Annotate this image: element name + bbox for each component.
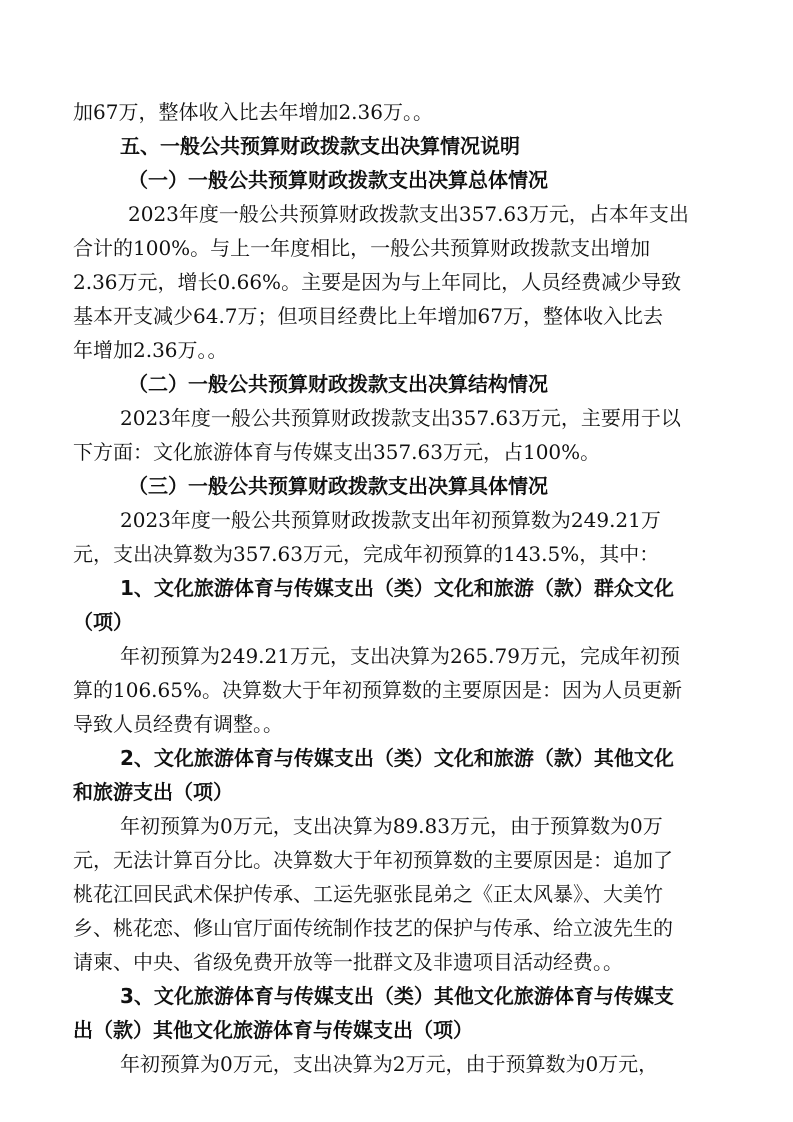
paragraph-line: 年初预算为249.21万元，支出决算为265.79万元，完成年初预 (120, 644, 680, 668)
paragraph-line: 下方面：文化旅游体育与传媒支出357.63万元，占100%。 (73, 440, 601, 464)
item-heading: 出（款）其他文化旅游体育与传媒支出（项） (73, 1018, 473, 1042)
subsection-heading: （三）一般公共预算财政拨款支出决算具体情况 (128, 474, 548, 498)
paragraph-line: 2023年度一般公共预算财政拨款支出357.63万元，占本年支出 (128, 202, 689, 226)
paragraph-line: 基本开支减少64.7万；但项目经费比上年增加67万，整体收入比去 (73, 304, 663, 328)
paragraph-line: 导致人员经费有调整。。 (73, 712, 283, 736)
section-heading: 五、一般公共预算财政拨款支出决算情况说明 (120, 134, 520, 158)
item-heading: 3、文化旅游体育与传媒支出（类）其他文化旅游体育与传媒支 (120, 984, 674, 1008)
subsection-heading: （一）一般公共预算财政拨款支出决算总体情况 (128, 168, 548, 192)
paragraph-line: 算的106.65%。决算数大于年初预算数的主要原因是：因为人员更新 (73, 678, 682, 702)
paragraph-line: 合计的100%。与上一年度相比，一般公共预算财政拨款支出增加 (73, 236, 651, 260)
paragraph-line: 2023年度一般公共预算财政拨款支出年初预算数为249.21万 (120, 508, 661, 532)
item-heading: 和旅游支出（项） (73, 780, 233, 804)
item-heading: （项） (73, 610, 133, 634)
paragraph-line: 请柬、中央、省级免费开放等一批群文及非遗项目活动经费。。 (73, 950, 623, 974)
paragraph-line: 2.36万元，增长0.66%。主要是因为与上年同比，人员经费减少导致 (73, 270, 682, 294)
paragraph-line: 年初预算为0万元，支出决算为89.83万元，由于预算数为0万 (120, 814, 663, 838)
item-heading: 2、文化旅游体育与传媒支出（类）文化和旅游（款）其他文化 (120, 746, 674, 770)
paragraph-line: 乡、桃花恋、修山官厅面传统制作技艺的保护与传承、给立波先生的 (73, 916, 673, 940)
subsection-heading: （二）一般公共预算财政拨款支出决算结构情况 (128, 372, 548, 396)
paragraph-line: 元，支出决算数为357.63万元，完成年初预算的143.5%，其中： (73, 542, 660, 566)
paragraph-line: 元，无法计算百分比。决算数大于年初预算数的主要原因是：追加了 (73, 848, 673, 872)
text-line: 加67万，整体收入比去年增加2.36万。。 (73, 100, 433, 124)
item-heading: 1、文化旅游体育与传媒支出（类）文化和旅游（款）群众文化 (120, 576, 674, 600)
paragraph-line: 桃花江回民武术保护传承、工运先驱张昆弟之《正太风暴》、大美竹 (73, 882, 663, 906)
paragraph-line: 年初预算为0万元，支出决算为2万元，由于预算数为0万元， (120, 1052, 659, 1076)
paragraph-line: 2023年度一般公共预算财政拨款支出357.63万元，主要用于以 (120, 406, 681, 430)
paragraph-line: 年增加2.36万。。 (73, 338, 228, 362)
